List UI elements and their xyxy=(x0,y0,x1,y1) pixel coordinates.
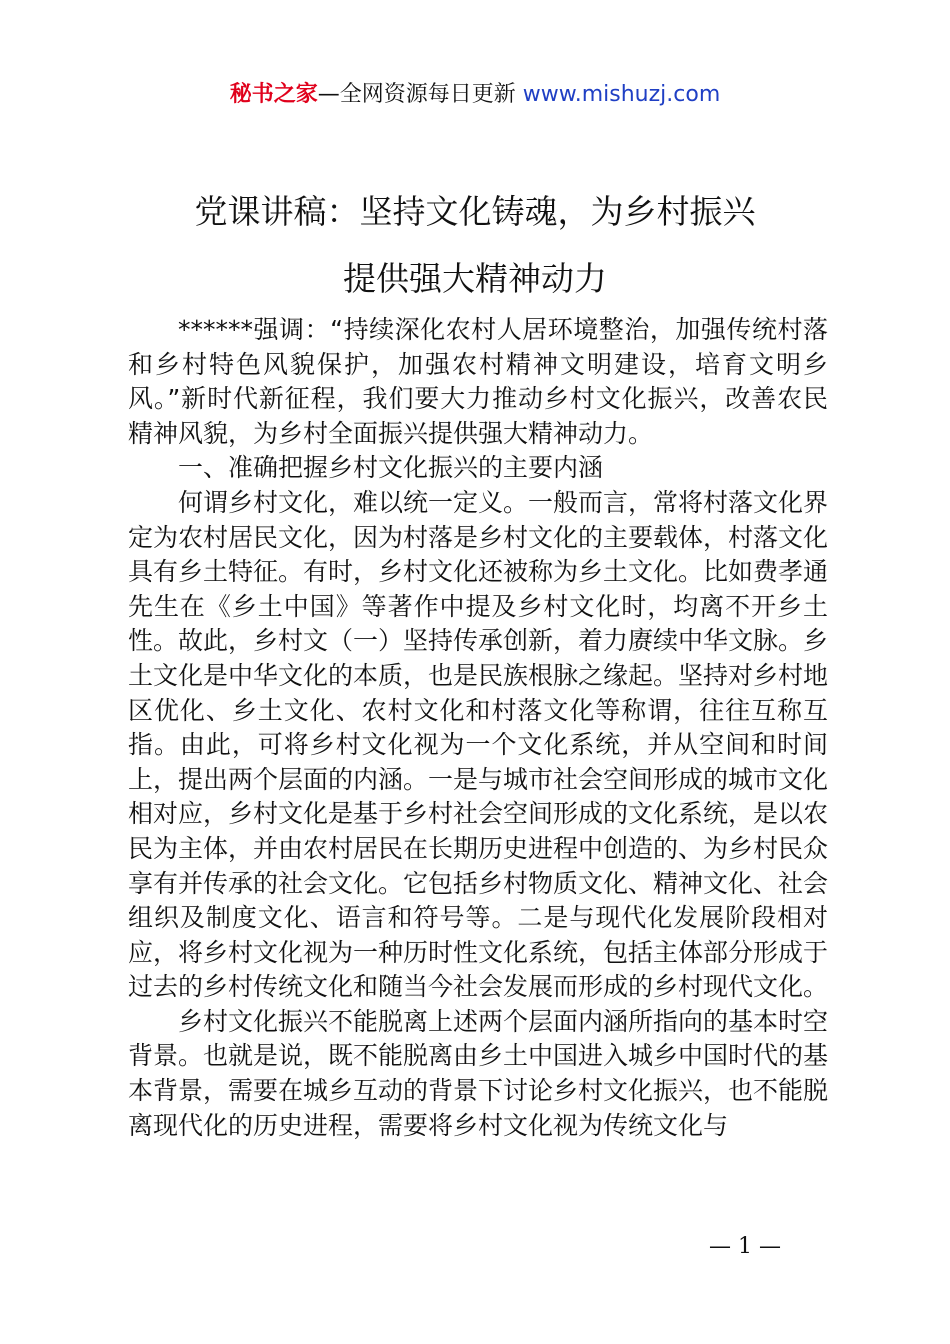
site-url-link[interactable]: www.mishuzj.com xyxy=(522,82,721,107)
paragraph-intro: ******强调：“持续深化农村人居环境整治，加强传统村落和乡村特色风貌保护，加强农村精神文明建设，培育文明乡风。”新时代新征程，我们要大力推动乡村文化振兴，改善农民精神风貌，为乡村全面振兴提供强大精神动力。 xyxy=(128,315,828,448)
paragraph-definition: 何谓乡村文化，难以统一定义。一般而言，常将村落文化界定为农村居民文化，因为村落是乡村文化的主要载体，村落文化具有乡土特征。有时，乡村文化还被称为乡土文化。比如费孝通先生在《乡土中国》等著作中提及乡村文化时，均离不开乡土性。故此，乡村文（一）坚持传承创新，着力赓续中华文脉。乡土文化是中华文化的本质，也是民族根脉之缘起。坚持对乡村地区优化、乡土文化、农村文化和村落文化等称谓，往往互称互指。由此，可将乡村文化视为一个文化系统，并从空间和时间上，提出两个层面的内涵。一是与城市社会空间形成的城市文化相对应，乡村文化是基于乡村社会空间形成的文化系统，是以农民为主体，并由农村居民在长期历史进程中创造的、为乡村民众享有并传承的社会文化。它包括乡村物质文化、精神文化、社会组织及制度文化、语言和符号等。二是与现代化发展阶段相对应，将乡村文化视为一种历时性文化系统，包括主体部分形成于过去的乡村传统文化和随当今社会发展而形成的乡村现代文化。 xyxy=(128,487,829,1002)
document-title-line-2: 提供强大精神动力 xyxy=(343,259,607,298)
header-slogan: —全网资源每日更新 xyxy=(317,82,523,107)
paragraph-background: 乡村文化振兴不能脱离上述两个层面内涵所指向的基本时空背景。也就是说，既不能脱离由乡土中国进入城乡中国时代的基本背景，需要在城乡互动的背景下讨论乡村文化振兴，也不能脱离现代化的历史进程，需要将乡村文化视为传统文化与 xyxy=(128,1006,829,1140)
document-body xyxy=(128,313,828,1143)
site-header xyxy=(0,80,950,110)
section-heading-1: 一、准确把握乡村文化振兴的主要内涵 xyxy=(178,453,604,483)
document-title-line-1: 党课讲稿：坚持文化铸魂，为乡村振兴 xyxy=(194,192,756,231)
brand-name: 秘书之家 xyxy=(229,82,318,107)
page-number: — 1 — xyxy=(709,1234,781,1259)
